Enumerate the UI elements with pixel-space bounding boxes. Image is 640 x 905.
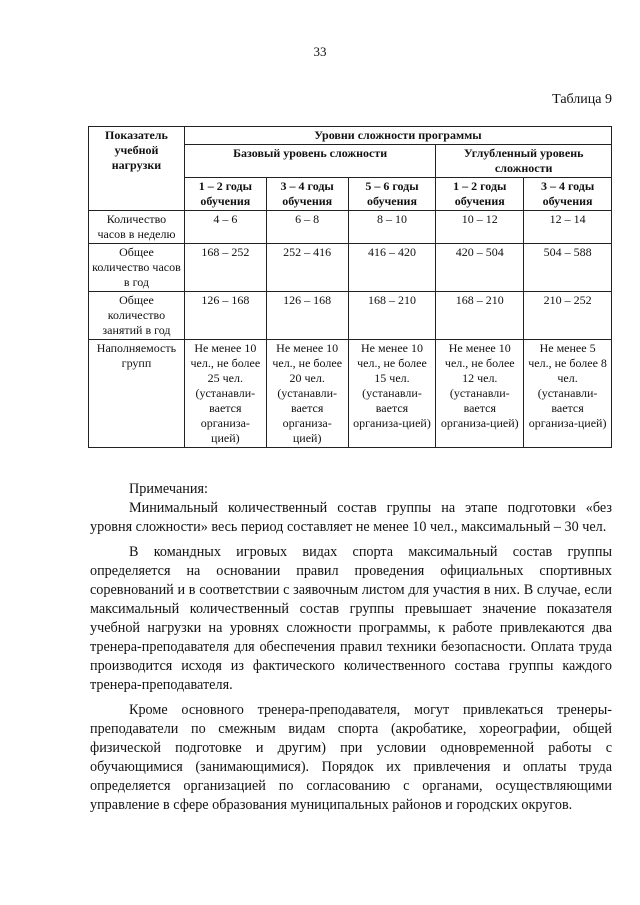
- notes-section: [90, 480, 612, 815]
- table-cell: 416 – 420: [348, 244, 436, 292]
- table-cell: 10 – 12: [436, 211, 524, 244]
- row-label: Общее количество занятий в год: [89, 292, 185, 340]
- note-paragraph-1: Минимальный количественный состав группы на этапе подготовки «без уровня сложности» весь период составляет не менее 10 чел., максимальный – 30 чел.: [90, 500, 612, 535]
- table-row: [89, 211, 612, 244]
- table-cell: 168 – 210: [436, 292, 524, 340]
- table-row: [89, 340, 612, 448]
- subheader-cell: 3 – 4 годы обучения: [524, 178, 612, 211]
- row-label: Наполняемость групп: [89, 340, 185, 448]
- table-cell: 126 – 168: [184, 292, 266, 340]
- table-cell: Не менее 10 чел., не более 25 чел. (устанавли-вается организа-цией): [184, 340, 266, 448]
- subheader-cell: 3 – 4 годы обучения: [266, 178, 348, 211]
- table-cell: Не менее 10 чел., не более 20 чел. (устанавли-вается организа-цией): [266, 340, 348, 448]
- table-cell: 168 – 210: [348, 292, 436, 340]
- table-cell: 252 – 416: [266, 244, 348, 292]
- table-header-row: [89, 127, 612, 145]
- table-cell: 12 – 14: [524, 211, 612, 244]
- subheader-cell: 1 – 2 годы обучения: [436, 178, 524, 211]
- table-cell: Не менее 10 чел., не более 15 чел. (устанавли-вается организа-цией): [348, 340, 436, 448]
- table-cell: 210 – 252: [524, 292, 612, 340]
- table-row: [89, 244, 612, 292]
- page-number: 33: [313, 44, 327, 59]
- table-cell: Не менее 10 чел., не более 12 чел. (устанавли-вается организа-цией): [436, 340, 524, 448]
- advanced-level-header: Углубленный уровень сложности: [436, 145, 612, 178]
- subheader-cell: 1 – 2 годы обучения: [184, 178, 266, 211]
- table-cell: 4 – 6: [184, 211, 266, 244]
- subheader-cell: 5 – 6 годы обучения: [348, 178, 436, 211]
- row-label: Количество часов в неделю: [89, 211, 185, 244]
- table-cell: Не менее 5 чел., не более 8 чел. (устанавли-вается организа-цией): [524, 340, 612, 448]
- table-cell: 420 – 504: [436, 244, 524, 292]
- indicator-header: Показатель учебной нагрузки: [89, 127, 185, 211]
- table-cell: 504 – 588: [524, 244, 612, 292]
- levels-header: Уровни сложности программы: [184, 127, 611, 145]
- table-cell: 126 – 168: [266, 292, 348, 340]
- table-caption: Таблица 9: [552, 92, 612, 107]
- table-row: [89, 292, 612, 340]
- table-cell: 168 – 252: [184, 244, 266, 292]
- notes-title: Примечания:: [129, 481, 208, 497]
- table-cell: 8 – 10: [348, 211, 436, 244]
- note-paragraph-2: В командных игровых видах спорта максимальный состав группы определяется на основании правил проведения официальных спортивных соревнований и в соответствии с заявочным листом для участия в них. В случае, если максимальный количественный состав группы превышает значение показателя учебной нагрузки на уровнях сложности программы, к работе привлекаются два тренера-преподавателя для обеспечения правил техники безопасности. Оплата труда производится исходя из фактического количественного состава группы каждого тренера-преподавателя.: [90, 544, 612, 693]
- note-paragraph-3: Кроме основного тренера-преподавателя, могут привлекаться тренеры-преподаватели по смежным видам спорта (акробатике, хореографии, общей физической подготовке и другим) при условии одновременной работы с обучающимися (занимающимися). Порядок их привлечения и оплаты труда определяется организацией по согласованию с органами, осуществляющими управление в сфере образования муниципальных районов и городских округов.: [90, 702, 612, 813]
- training-load-table: [88, 126, 612, 448]
- basic-level-header: Базовый уровень сложности: [184, 145, 435, 178]
- row-label: Общее количество часов в год: [89, 244, 185, 292]
- table-cell: 6 – 8: [266, 211, 348, 244]
